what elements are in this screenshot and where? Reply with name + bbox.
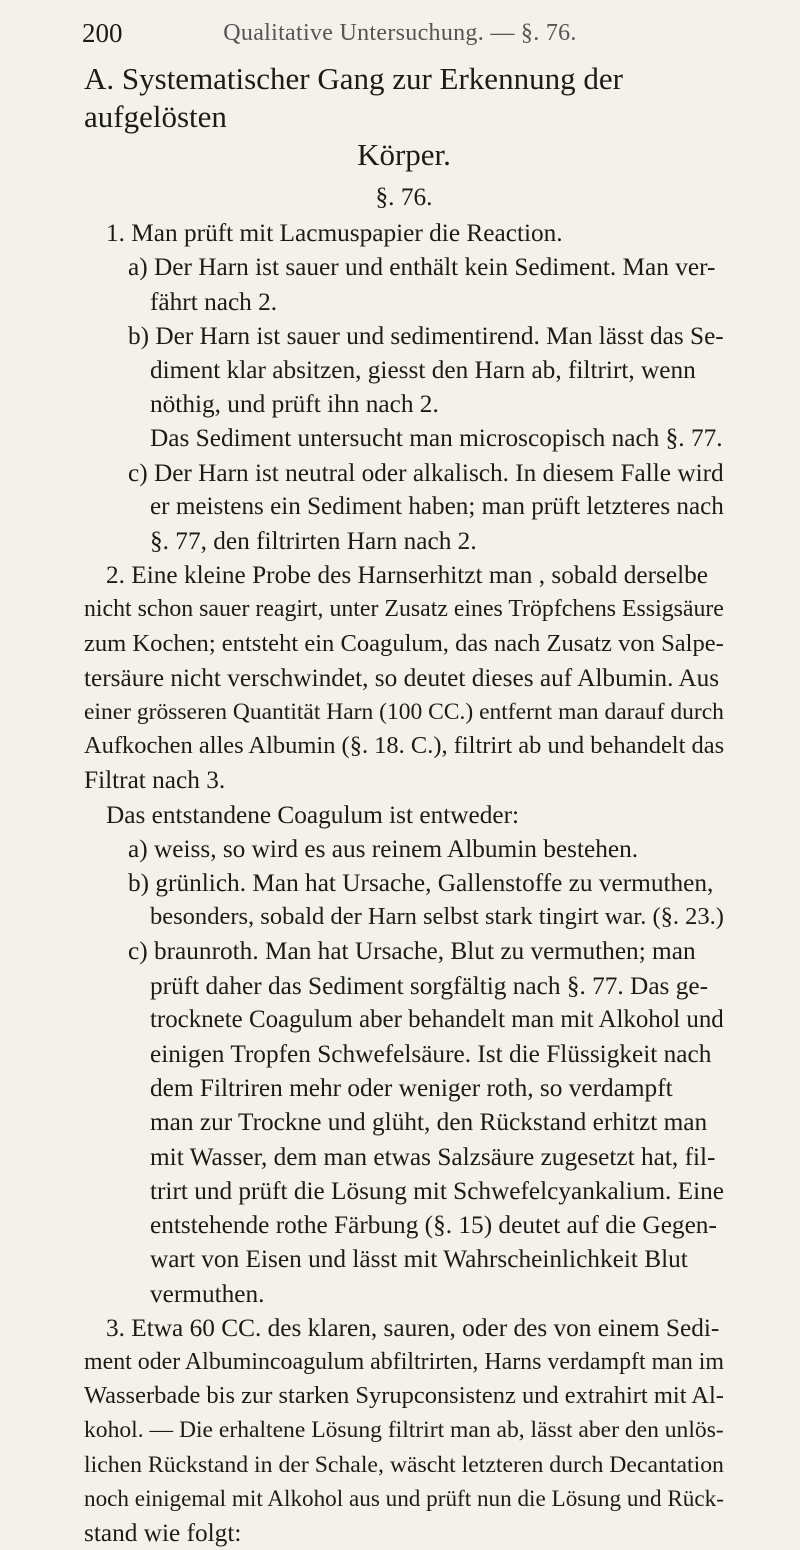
text-line: diment klar absitzen, giesst den Harn ab, filtrirt, wenn bbox=[150, 356, 696, 385]
running-title: Qualitative Untersuchung. — §. 76. bbox=[223, 20, 577, 46]
text-line: Das Sediment untersucht man microscopisch nach §. 77. bbox=[150, 424, 723, 453]
text-line: dem Filtriren mehr oder weniger roth, so verdampft bbox=[150, 1074, 673, 1103]
text-line: nicht schon sauer reagirt, unter Zusatz eines Tröpfchens Essigsäure bbox=[84, 596, 724, 623]
text-line: trirt und prüft die Lösung mit Schwefelcyankalium. Eine bbox=[150, 1176, 724, 1205]
paragraph-lines bbox=[84, 216, 724, 1550]
text-line: mit Wasser, dem man etwas Salzsäure zugesetzt hat, fil- bbox=[150, 1142, 716, 1171]
page-number: 200 bbox=[82, 18, 123, 48]
text-line: fährt nach 2. bbox=[150, 287, 278, 316]
running-head bbox=[0, 14, 800, 54]
text-line: er meistens ein Sediment haben; man prüft letzteres nach bbox=[150, 492, 724, 520]
text-line: Aufkochen alles Albumin (§. 18. C.), filtrirt ab und behandelt das bbox=[84, 732, 725, 760]
text-line: man zur Trockne und glüht, den Rückstand erhitzt man bbox=[150, 1108, 708, 1137]
text-line: 2. Eine kleine Probe des Harnserhitzt man , sobald derselbe bbox=[106, 561, 709, 590]
chapter-heading bbox=[84, 60, 724, 174]
text-line: zum Kochen; entsteht ein Coagulum, das nach Zusatz von Salpe- bbox=[84, 629, 724, 657]
heading-line-1: A. Systematischer Gang zur Erkennung der aufgelösten bbox=[84, 61, 623, 134]
text-line: noch einigemal mit Alkohol aus und prüft nun die Lösung und Rück- bbox=[84, 1485, 724, 1512]
text-line: a) weiss, so wird es aus reinem Albumin bestehen. bbox=[128, 834, 639, 863]
section-number: §. 76. bbox=[375, 183, 433, 211]
text-line: c) Der Harn ist neutral oder alkalisch. In diesem Falle wird bbox=[128, 458, 724, 487]
text-line: tersäure nicht verschwindet, so deutet dieses auf Albumin. Aus bbox=[84, 663, 720, 692]
text-line: Filtrat nach 3. bbox=[84, 766, 226, 795]
text-line: kohol. — Die erhaltene Lösung filtrirt man ab, lässt aber den unlös- bbox=[84, 1417, 724, 1444]
text-line: trocknete Coagulum aber behandelt man mit Alkohol und bbox=[150, 1005, 724, 1033]
text-line: einer grösseren Quantität Harn (100 CC.) entfernt man darauf durch bbox=[84, 699, 724, 726]
text-line: c) braunroth. Man hat Ursache, Blut zu vermuthen; man bbox=[128, 937, 696, 966]
text-line: b) grünlich. Man hat Ursache, Gallenstoffe zu vermuthen, bbox=[128, 869, 714, 898]
text-line: prüft daher das Sediment sorgfältig nach §. 77. Das ge- bbox=[150, 971, 709, 1000]
text-line: vermuthen. bbox=[150, 1279, 265, 1308]
text-line: stand wie folgt: bbox=[84, 1518, 242, 1547]
text-line: Das entstandene Coagulum ist entweder: bbox=[106, 800, 520, 829]
text-line: entstehende rothe Färbung (§. 15) deutet auf die Gegen- bbox=[150, 1211, 717, 1240]
heading-line-2: Körper. bbox=[357, 137, 451, 172]
text-line: besonders, sobald der Harn selbst stark tingirt war. (§. 23.) bbox=[150, 903, 724, 931]
text-body bbox=[84, 60, 724, 1550]
text-line: 3. Etwa 60 CC. des klaren, sauren, oder des von einem Sedi- bbox=[106, 1313, 720, 1342]
text-line: §. 77, den filtrirten Harn nach 2. bbox=[150, 527, 477, 556]
text-line: a) Der Harn ist sauer und enthält kein Sediment. Man ver- bbox=[128, 253, 716, 282]
text-line: nöthig, und prüft ihn nach 2. bbox=[150, 390, 439, 419]
text-line: Wasserbade bis zur starken Syrupconsistenz und extrahirt mit Al- bbox=[84, 1382, 724, 1410]
text-line: einigen Tropfen Schwefelsäure. Ist die Flüssigkeit nach bbox=[150, 1040, 712, 1069]
text-line: 1. Man prüft mit Lacmuspapier die Reaction. bbox=[106, 219, 563, 248]
text-line: ment oder Albumincoagulum abfiltrirten, Harns verdampft man im bbox=[84, 1348, 724, 1375]
text-line: b) Der Harn ist sauer und sedimentirend. Man lässt das Se- bbox=[128, 321, 724, 350]
text-line: wart von Eisen und lässt mit Wahrscheinlichkeit Blut bbox=[150, 1245, 688, 1274]
text-line: lichen Rückstand in der Schale, wäscht letzteren durch Decantation bbox=[84, 1451, 724, 1478]
